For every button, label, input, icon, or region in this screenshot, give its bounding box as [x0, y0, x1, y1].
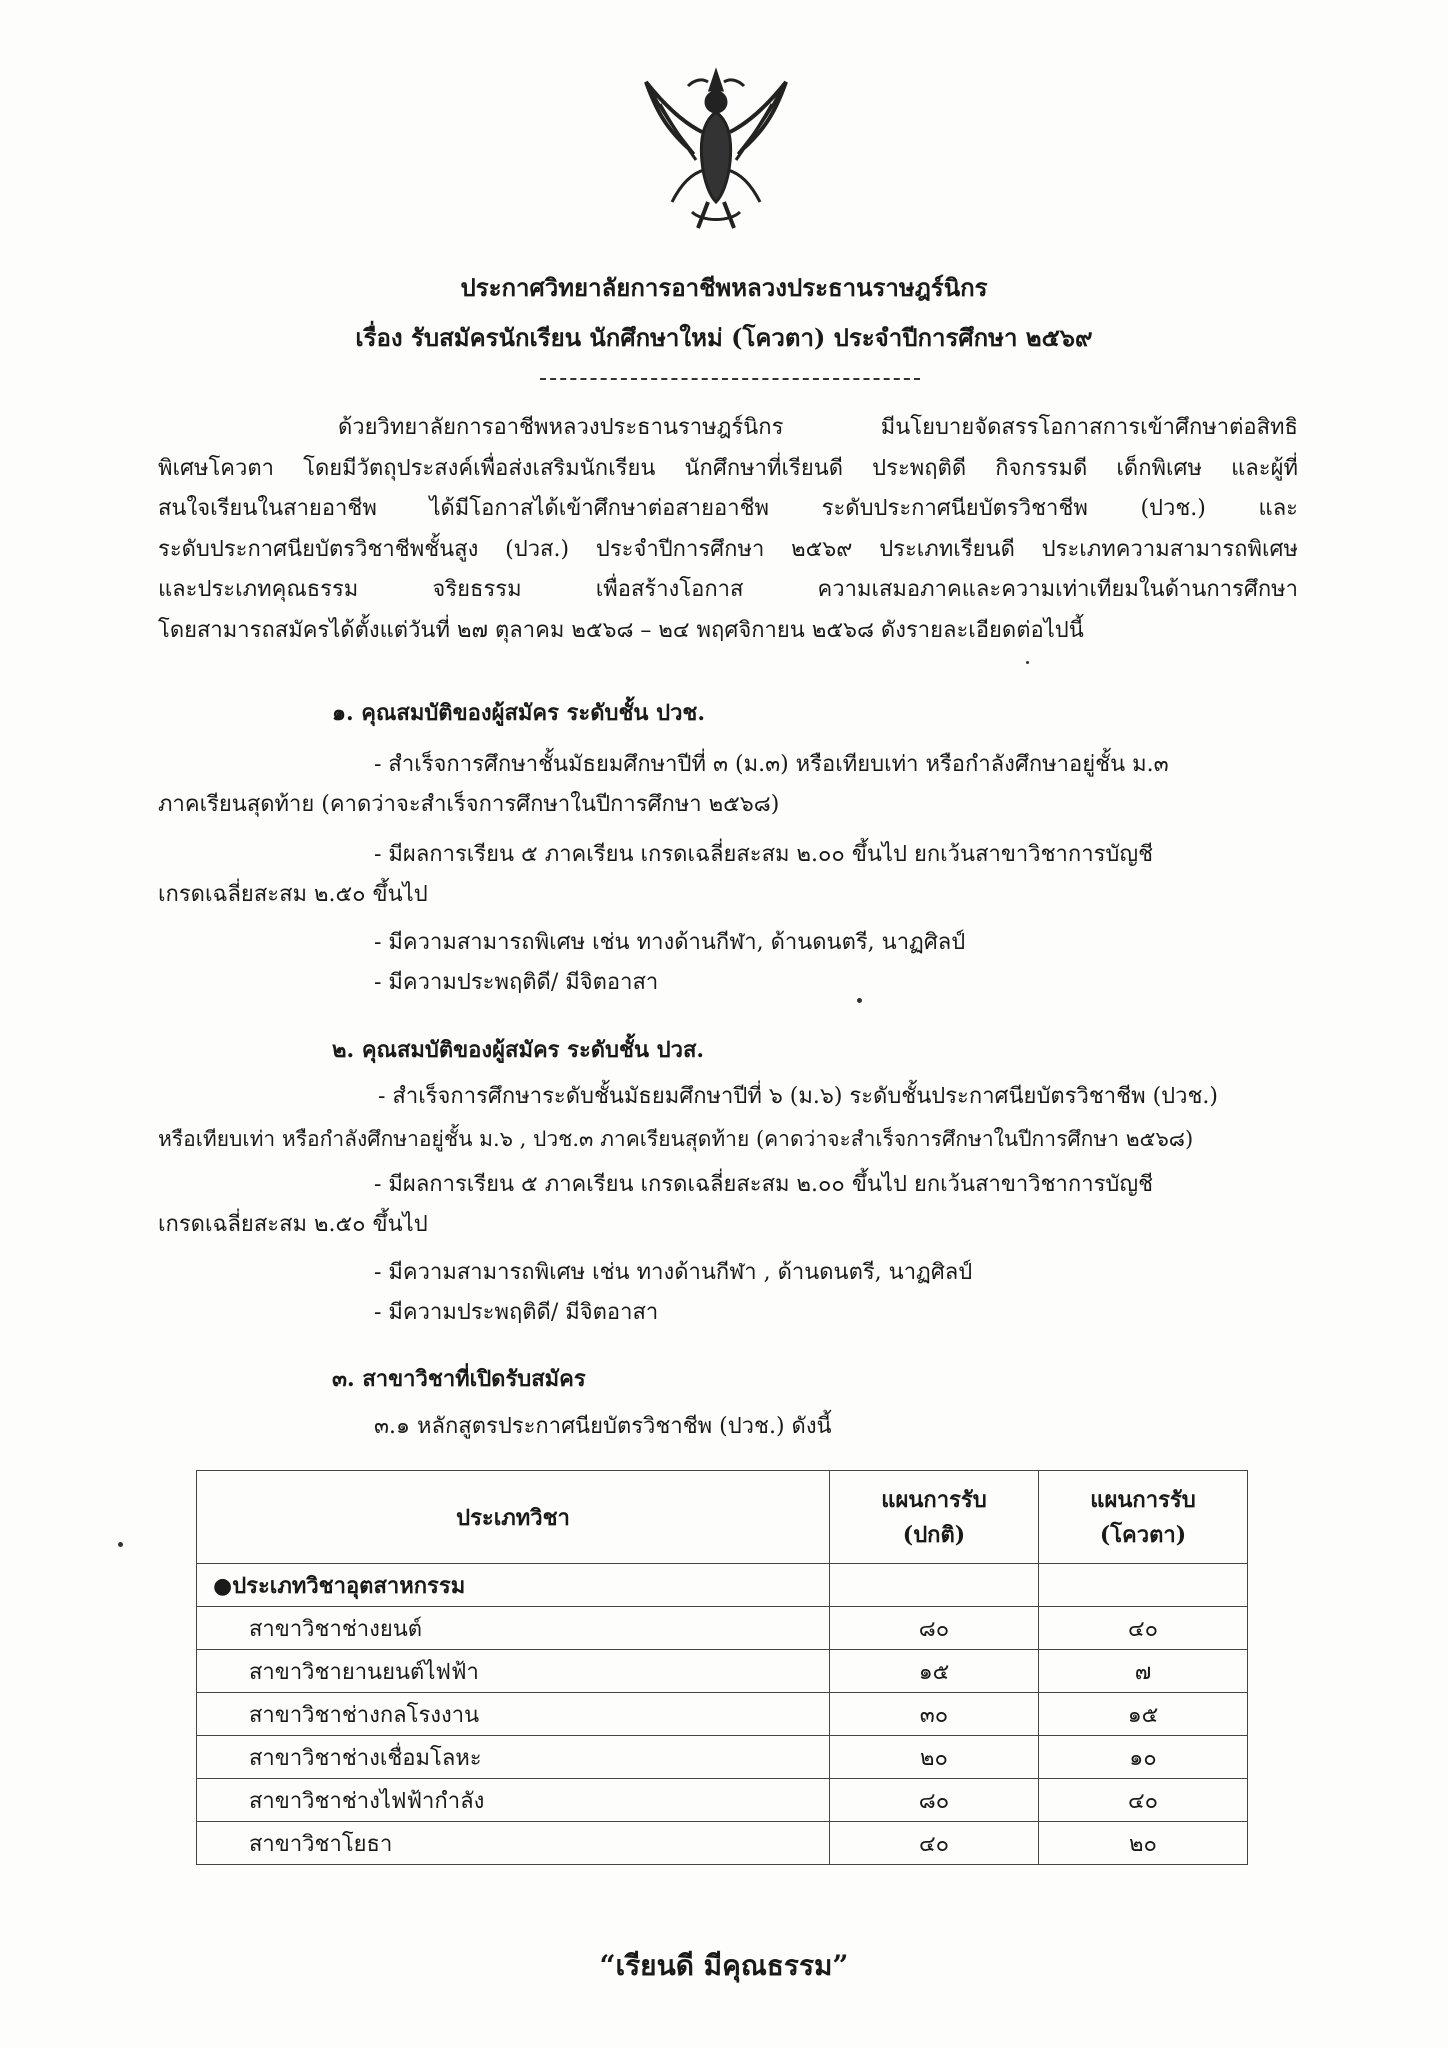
scan-speck	[118, 1542, 123, 1547]
column-header-normal-line1: แผนการรับ	[881, 1487, 987, 1513]
quota-count: ๑๐	[1039, 1736, 1248, 1779]
title-line-2: เรื่อง รับสมัครนักเรียน นักศึกษาใหม่ (โควตา) ประจำปีการศึกษา ๒๕๖๙	[355, 323, 1093, 352]
table-row	[197, 1779, 1248, 1822]
program-name: สาขาวิชาช่างไฟฟ้ากำลัง	[197, 1779, 830, 1822]
column-header-normal-line2: (ปกติ)	[902, 1522, 966, 1548]
normal-count: ๑๕	[830, 1650, 1039, 1693]
section2-heading: ๒. คุณสมบัติของผู้สมัคร ระดับชั้น ปวส.	[332, 1037, 705, 1063]
column-header-normal	[830, 1471, 1039, 1564]
table-row	[197, 1822, 1248, 1865]
quota-count: ๔๐	[1039, 1779, 1248, 1822]
program-name: สาขาวิชาช่างเชื่อมโลหะ	[197, 1736, 830, 1779]
scan-speck	[857, 998, 862, 1003]
section3-sub: ๓.๑ หลักสูตรประกาศนียบัตรวิชาชีพ (ปวช.) ดังนี้	[374, 1414, 832, 1439]
column-header-quota	[1039, 1471, 1248, 1564]
column-header-quota-line1: แผนการรับ	[1090, 1487, 1196, 1513]
enrollment-plan-table	[196, 1470, 1248, 1865]
section1-item1-cont: ภาคเรียนสุดท้าย (คาดว่าจะสำเร็จการศึกษาในปีการศึกษา ๒๕๖๘)	[158, 792, 780, 817]
section2-item4: - มีความประพฤติดี/ มีจิตอาสา	[374, 1300, 659, 1325]
normal-count: ๓๐	[830, 1693, 1039, 1736]
intro-line: พิเศษโควตา โดยมีวัตถุประสงค์เพื่อส่งเสริมนักเรียน นักศึกษาที่เรียนดี ประพฤติดี กิจกรรมดี เด็กพิเศษ และผู้ที่	[158, 455, 1298, 481]
empty-cell	[1039, 1564, 1248, 1607]
section2-item3: - มีความสามารถพิเศษ เช่น ทางด้านกีฬา , ด้านดนตรี, นาฏศิลป์	[374, 1260, 973, 1285]
normal-count: ๘๐	[830, 1607, 1039, 1650]
section1-heading: ๑. คุณสมบัติของผู้สมัคร ระดับชั้น ปวช.	[332, 700, 706, 726]
section2-item2: - มีผลการเรียน ๕ ภาคเรียน เกรดเฉลี่ยสะสม ๒.๐๐ ขึ้นไป ยกเว้นสาขาวิชาการบัญชี	[374, 1172, 1154, 1197]
table-header-row	[197, 1471, 1248, 1564]
section2-item2-cont: เกรดเฉลี่ยสะสม ๒.๕๐ ขึ้นไป	[158, 1212, 428, 1237]
scan-speck	[1026, 661, 1029, 664]
title-separator	[540, 378, 920, 380]
intro-line: สนใจเรียนในสายอาชีพ ได้มีโอกาสได้เข้าศึกษาต่อสายอาชีพ ระดับประกาศนียบัตรวิชาชีพ (ปวช.) และ	[158, 496, 1298, 521]
program-name: สาขาวิชาโยธา	[197, 1822, 830, 1865]
table-row	[197, 1693, 1248, 1736]
table-row	[197, 1736, 1248, 1779]
normal-count: ๔๐	[830, 1822, 1039, 1865]
intro-paragraph	[158, 408, 1298, 651]
section1-item2-cont: เกรดเฉลี่ยสะสม ๒.๕๐ ขึ้นไป	[158, 882, 428, 907]
section1-item4: - มีความประพฤติดี/ มีจิตอาสา	[374, 970, 659, 995]
table-group-row	[197, 1564, 1248, 1607]
garuda-emblem-icon	[632, 62, 800, 234]
section1-item1: - สำเร็จการศึกษาชั้นมัธยมศึกษาปีที่ ๓ (ม.๓) หรือเทียบเท่า หรือกำลังศึกษาอยู่ชั้น ม.๓	[374, 752, 1169, 777]
normal-count: ๒๐	[830, 1736, 1039, 1779]
empty-cell	[830, 1564, 1039, 1607]
quota-count: ๒๐	[1039, 1822, 1248, 1865]
section3-heading: ๓. สาขาวิชาที่เปิดรับสมัคร	[332, 1366, 586, 1392]
motto: “เรียนดี มีคุณธรรม”	[599, 1949, 849, 1982]
table-row	[197, 1650, 1248, 1693]
column-header-quota-line2: (โควตา)	[1099, 1522, 1187, 1548]
section2-item1-cont: หรือเทียบเท่า หรือกำลังศึกษาอยู่ชั้น ม.๖ , ปวช.๓ ภาคเรียนสุดท้าย (คาดว่าจะสำเร็จการศึกษาในปีการศึกษา ๒๕๖๘)	[158, 1127, 1194, 1151]
program-name: สาขาวิชาช่างยนต์	[197, 1607, 830, 1650]
intro-line: ด้วยวิทยาลัยการอาชีพหลวงประธานราษฎร์นิกร มีนโยบายจัดสรรโอกาสการเข้าศึกษาต่อสิทธิ	[338, 415, 1298, 440]
intro-line: และประเภทคุณธรรม จริยธรรม เพื่อสร้างโอกาส ความเสมอภาคและความเท่าเทียมในด้านการศึกษา	[158, 577, 1298, 602]
program-name: สาขาวิชาช่างกลโรงงาน	[197, 1693, 830, 1736]
section1-item2: - มีผลการเรียน ๕ ภาคเรียน เกรดเฉลี่ยสะสม ๒.๐๐ ขึ้นไป ยกเว้นสาขาวิชาการบัญชี	[374, 842, 1154, 867]
section2-item1: - สำเร็จการศึกษาระดับชั้นมัธยมศึกษาปีที่ ๖ (ม.๖) ระดับชั้นประกาศนียบัตรวิชาชีพ (ปวช.)	[378, 1084, 1218, 1109]
program-name: สาขาวิชายานยนต์ไฟฟ้า	[197, 1650, 830, 1693]
title-line-1: ประกาศวิทยาลัยการอาชีพหลวงประธานราษฎร์นิกร	[460, 273, 988, 302]
quota-count: ๔๐	[1039, 1607, 1248, 1650]
normal-count: ๘๐	[830, 1779, 1039, 1822]
intro-line: โดยสามารถสมัครได้ตั้งแต่วันที่ ๒๗ ตุลาคม ๒๕๖๘ – ๒๔ พฤศจิกายน ๒๕๖๘ ดังรายละเอียดต่อไปนี้	[158, 617, 1084, 643]
column-header-type: ประเภทวิชา	[197, 1471, 830, 1564]
table-row	[197, 1607, 1248, 1650]
quota-count: ๗	[1039, 1650, 1248, 1693]
section1-item3: - มีความสามารถพิเศษ เช่น ทางด้านกีฬา, ด้านดนตรี, นาฏศิลป์	[374, 930, 966, 955]
group-label: ●ประเภทวิชาอุตสาหกรรม	[197, 1564, 830, 1607]
quota-count: ๑๕	[1039, 1693, 1248, 1736]
intro-line: ระดับประกาศนียบัตรวิชาชีพชั้นสูง (ปวส.) ประจำปีการศึกษา ๒๕๖๙ ประเภทเรียนดี ประเภทความสามารถพิเศษ	[158, 536, 1298, 562]
